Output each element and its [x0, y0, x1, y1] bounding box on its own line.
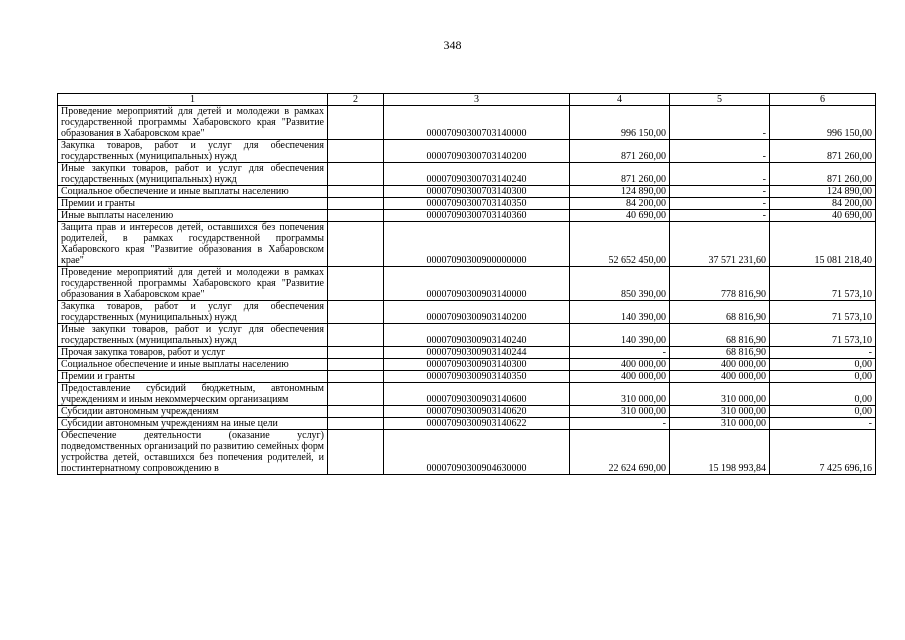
table-row [58, 301, 876, 324]
row-col2 [328, 406, 384, 418]
row-value-5: 68 816,90 [670, 324, 770, 347]
row-value-5: - [670, 186, 770, 198]
row-code: 00007090300903140620 [384, 406, 570, 418]
row-col2 [328, 430, 384, 475]
row-value-5: 778 816,90 [670, 267, 770, 301]
row-col2 [328, 222, 384, 267]
row-col2 [328, 359, 384, 371]
row-value-4: 310 000,00 [570, 383, 670, 406]
column-header: 5 [670, 94, 770, 106]
table-row [58, 186, 876, 198]
table-row [58, 106, 876, 140]
row-value-6: 71 573,10 [770, 301, 876, 324]
row-name: Проведение мероприятий для детей и молодежи в рамках государственной программы Хабаровского края "Развитие образования в Хабаровском крае" [58, 106, 328, 140]
row-value-6: 7 425 696,16 [770, 430, 876, 475]
row-value-5: - [670, 106, 770, 140]
row-code: 00007090300703140360 [384, 210, 570, 222]
row-code: 00007090300904630000 [384, 430, 570, 475]
table-row [58, 222, 876, 267]
row-name: Субсидии автономным учреждениям на иные цели [58, 418, 328, 430]
row-value-4: - [570, 347, 670, 359]
row-value-5: 15 198 993,84 [670, 430, 770, 475]
row-col2 [328, 383, 384, 406]
table-row [58, 371, 876, 383]
row-code: 00007090300900000000 [384, 222, 570, 267]
row-value-5: - [670, 163, 770, 186]
row-value-4: 310 000,00 [570, 406, 670, 418]
row-value-4: 40 690,00 [570, 210, 670, 222]
table-row [58, 406, 876, 418]
row-value-4: 140 390,00 [570, 324, 670, 347]
row-code: 00007090300703140300 [384, 186, 570, 198]
row-name: Социальное обеспечение и иные выплаты населению [58, 186, 328, 198]
row-name: Закупка товаров, работ и услуг для обеспечения государственных (муниципальных) нужд [58, 301, 328, 324]
row-value-4: 400 000,00 [570, 359, 670, 371]
row-value-5: 400 000,00 [670, 359, 770, 371]
row-value-4: 52 652 450,00 [570, 222, 670, 267]
row-name: Проведение мероприятий для детей и молодежи в рамках государственной программы Хабаровского края "Развитие образования в Хабаровском крае" [58, 267, 328, 301]
row-value-4: 871 260,00 [570, 163, 670, 186]
table-row [58, 267, 876, 301]
row-value-5: - [670, 198, 770, 210]
row-code: 00007090300903140240 [384, 324, 570, 347]
row-value-6: 124 890,00 [770, 186, 876, 198]
row-value-6: 0,00 [770, 383, 876, 406]
column-header: 1 [58, 94, 328, 106]
row-col2 [328, 140, 384, 163]
row-value-4: 140 390,00 [570, 301, 670, 324]
row-col2 [328, 324, 384, 347]
table-row [58, 359, 876, 371]
row-code: 00007090300703140350 [384, 198, 570, 210]
row-code: 00007090300903140300 [384, 359, 570, 371]
row-col2 [328, 163, 384, 186]
header-row [58, 94, 876, 106]
row-value-4: 850 390,00 [570, 267, 670, 301]
table-row [58, 383, 876, 406]
table-row [58, 210, 876, 222]
row-value-4: 996 150,00 [570, 106, 670, 140]
row-value-6: 40 690,00 [770, 210, 876, 222]
row-code: 00007090300903140622 [384, 418, 570, 430]
table-row [58, 163, 876, 186]
row-value-6: 996 150,00 [770, 106, 876, 140]
row-col2 [328, 301, 384, 324]
column-header: 3 [384, 94, 570, 106]
row-name: Социальное обеспечение и иные выплаты населению [58, 359, 328, 371]
row-code: 00007090300903140244 [384, 347, 570, 359]
table-row [58, 430, 876, 475]
row-col2 [328, 267, 384, 301]
row-value-6: - [770, 418, 876, 430]
table-row [58, 347, 876, 359]
row-code: 00007090300703140200 [384, 140, 570, 163]
row-value-6: 0,00 [770, 371, 876, 383]
row-name: Иные закупки товаров, работ и услуг для обеспечения государственных (муниципальных) нужд [58, 324, 328, 347]
row-name: Защита прав и интересов детей, оставшихся без попечения родителей, в рамках государственной программы Хабаровского края "Развитие образования в Хабаровском крае" [58, 222, 328, 267]
row-value-5: - [670, 210, 770, 222]
column-header: 6 [770, 94, 876, 106]
row-value-5: 310 000,00 [670, 418, 770, 430]
row-code: 00007090300903140200 [384, 301, 570, 324]
row-value-5: 37 571 231,60 [670, 222, 770, 267]
row-code: 00007090300903140600 [384, 383, 570, 406]
row-col2 [328, 198, 384, 210]
row-col2 [328, 186, 384, 198]
row-code: 00007090300903140000 [384, 267, 570, 301]
row-name: Предоставление субсидий бюджетным, автономным учреждениям и иным некоммерческим организациям [58, 383, 328, 406]
row-value-5: - [670, 140, 770, 163]
row-value-6: - [770, 347, 876, 359]
row-value-5: 310 000,00 [670, 383, 770, 406]
table-row [58, 198, 876, 210]
column-header: 2 [328, 94, 384, 106]
row-value-4: 22 624 690,00 [570, 430, 670, 475]
row-value-4: 124 890,00 [570, 186, 670, 198]
row-value-6: 871 260,00 [770, 140, 876, 163]
row-value-6: 871 260,00 [770, 163, 876, 186]
row-code: 00007090300703140240 [384, 163, 570, 186]
row-code: 00007090300703140000 [384, 106, 570, 140]
row-name: Субсидии автономным учреждениям [58, 406, 328, 418]
row-col2 [328, 418, 384, 430]
row-name: Иные закупки товаров, работ и услуг для обеспечения государственных (муниципальных) нужд [58, 163, 328, 186]
row-value-6: 15 081 218,40 [770, 222, 876, 267]
row-value-6: 71 573,10 [770, 324, 876, 347]
row-value-4: 871 260,00 [570, 140, 670, 163]
row-value-5: 400 000,00 [670, 371, 770, 383]
table-row [58, 140, 876, 163]
budget-table [57, 93, 876, 475]
row-name: Премии и гранты [58, 371, 328, 383]
column-header: 4 [570, 94, 670, 106]
row-value-6: 71 573,10 [770, 267, 876, 301]
table-row [58, 418, 876, 430]
row-value-5: 68 816,90 [670, 301, 770, 324]
row-col2 [328, 210, 384, 222]
table-row [58, 324, 876, 347]
row-value-5: 68 816,90 [670, 347, 770, 359]
row-value-6: 84 200,00 [770, 198, 876, 210]
row-name: Прочая закупка товаров, работ и услуг [58, 347, 328, 359]
row-col2 [328, 347, 384, 359]
row-col2 [328, 371, 384, 383]
row-name: Закупка товаров, работ и услуг для обеспечения государственных (муниципальных) нужд [58, 140, 328, 163]
row-value-6: 0,00 [770, 406, 876, 418]
row-value-5: 310 000,00 [670, 406, 770, 418]
row-name: Обеспечение деятельности (оказание услуг) подведомственных организаций по развитию семейных форм устройства детей, оставшихся без попечения родителей, и постинтернатному сопровождению в [58, 430, 328, 475]
page-number: 348 [443, 38, 462, 52]
row-name: Иные выплаты населению [58, 210, 328, 222]
row-value-4: 84 200,00 [570, 198, 670, 210]
row-name: Премии и гранты [58, 198, 328, 210]
row-value-6: 0,00 [770, 359, 876, 371]
row-value-4: - [570, 418, 670, 430]
row-code: 00007090300903140350 [384, 371, 570, 383]
row-col2 [328, 106, 384, 140]
row-value-4: 400 000,00 [570, 371, 670, 383]
